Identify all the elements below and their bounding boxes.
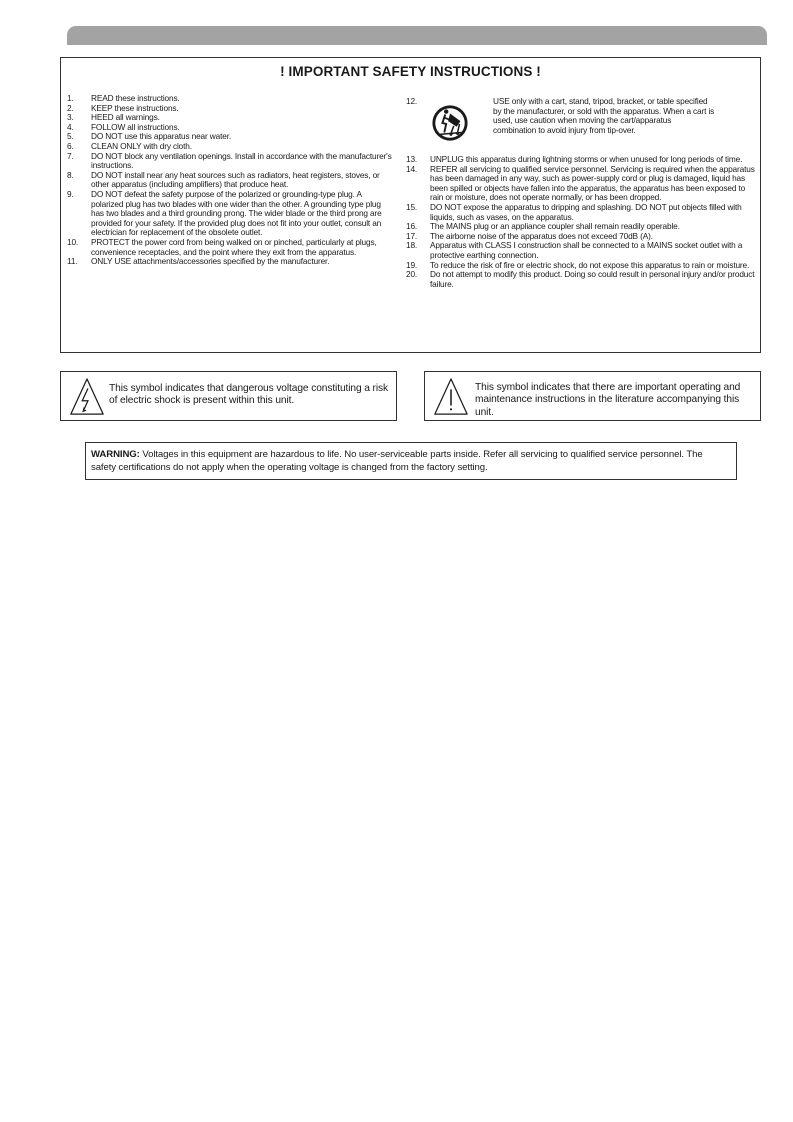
- item-number: 20.: [406, 269, 418, 280]
- safety-title: ! IMPORTANT SAFETY INSTRUCTIONS !: [280, 64, 541, 79]
- item-text: HEED all warnings.: [91, 112, 160, 123]
- lightning-triangle-icon: [68, 376, 106, 418]
- list-item: [67, 152, 393, 171]
- item-number: 17.: [406, 230, 418, 241]
- cart-tip-over-icon: [431, 101, 469, 145]
- safety-list-left: [67, 94, 393, 267]
- item-text: READ these instructions.: [91, 93, 180, 103]
- item-text: FOLLOW all instructions.: [91, 121, 180, 132]
- item-text: REFER all servicing to qualified service personnel. Servicing is required when the apparatus has been damaged in any way, such as power-supply cord or plug is damaged, liquid has been spilled or objects have fallen into the apparatus, the apparatus has been exposed to rain or moisture, does not operate normally, or has been dropped.: [430, 163, 755, 203]
- item-number: 11.: [67, 256, 78, 267]
- safety-list-right: [406, 97, 756, 289]
- item-number: 16.: [406, 221, 418, 232]
- item-number: 13.: [406, 154, 418, 164]
- instructions-symbol-text: This symbol indicates that there are important operating and maintenance instructions in the literature accompanying this unit.: [475, 382, 741, 418]
- list-item: [67, 171, 393, 190]
- item-text: DO NOT expose the apparatus to dripping and splashing. DO NOT put objects filled with liquids, such as vases, on the apparatus.: [430, 201, 742, 222]
- item-text: The MAINS plug or an appliance coupler shall remain readily operable.: [430, 221, 680, 232]
- list-item: [67, 257, 393, 267]
- list-item: [406, 203, 756, 222]
- item-text: UNPLUG this apparatus during lightning storms or when unused for long periods of time.: [430, 154, 743, 164]
- item-number: 2.: [67, 102, 74, 113]
- item-number: 15.: [406, 201, 418, 212]
- list-item: [406, 241, 756, 260]
- list-item: [67, 238, 393, 257]
- instructions-symbol-box: [424, 371, 761, 421]
- list-item: [67, 190, 393, 238]
- list-item: [406, 165, 756, 203]
- item-text: DO NOT install near any heat sources such as radiators, heat registers, stoves, or other apparatus (including amplifiers) that produce heat.: [91, 169, 380, 190]
- item-text: CLEAN ONLY with dry cloth.: [91, 140, 192, 151]
- item-number: 1.: [67, 93, 74, 103]
- warning-label: WARNING:: [91, 449, 140, 460]
- exclamation-triangle-icon: [432, 376, 470, 418]
- item-number: 12.: [406, 96, 418, 106]
- item-text: DO NOT block any ventilation openings. Install in accordance with the manufacturer's instructions.: [91, 150, 392, 171]
- item-number: 18.: [406, 240, 418, 251]
- item-text: USE only with a cart, stand, tripod, bracket, or table specified by the manufacturer, or sold with the apparatus. When a cart is used, use caution when moving the cart/apparatus combination to avoid injury from tip-over.: [493, 96, 715, 135]
- item-number: 3.: [67, 112, 74, 123]
- header-bar: [67, 26, 767, 45]
- item-text: ONLY USE attachments/accessories specified by the manufacturer.: [91, 256, 330, 267]
- list-item: [406, 270, 756, 289]
- item-number: 8.: [67, 169, 74, 180]
- item-number: 6.: [67, 140, 74, 151]
- item-text: KEEP these instructions.: [91, 102, 179, 113]
- item-number: 10.: [67, 236, 79, 247]
- safety-instructions-box: [60, 57, 761, 353]
- item-number: 4.: [67, 121, 74, 132]
- item-number: 14.: [406, 163, 418, 174]
- list-item: [406, 97, 756, 155]
- voltage-symbol-text: This symbol indicates that dangerous voltage constituting a risk of electric shock is present within this unit.: [109, 383, 388, 407]
- item-number: 9.: [67, 188, 74, 199]
- item-number: 7.: [67, 150, 74, 161]
- item-text: PROTECT the power cord from being walked on or pinched, particularly at plugs, convenience receptacles, and the point where they exit from the apparatus.: [91, 236, 377, 257]
- item-text: DO NOT use this apparatus near water.: [91, 131, 232, 142]
- item-text: Apparatus with CLASS I construction shall be connected to a MAINS socket outlet with a protective earthing connection.: [430, 240, 743, 260]
- item-text: DO NOT defeat the safety purpose of the polarized or grounding-type plug. A polarized plug has two blades with one wider than the other. A grounding type plug has two blades and a third grounding prong. The wider blade or the third prong are provided for your safety. If the provided plug does not fit into your outlet, consult an electrician for replacement of the obsolete outlet.: [91, 188, 382, 238]
- item-text: To reduce the risk of fire or electric shock, do not expose this apparatus to rain or moisture.: [430, 259, 750, 270]
- warning-box: [85, 442, 737, 480]
- item-text: Do not attempt to modify this product. Doing so could result in personal injury and/or product failure.: [430, 269, 755, 289]
- item-text: The airborne noise of the apparatus does not exceed 70dB (A).: [430, 230, 653, 241]
- item-number: 5.: [67, 131, 74, 142]
- warning-text: Voltages in this equipment are hazardous to life. No user-serviceable parts inside. Refer all servicing to qualified service personnel. The safety certifications do not apply when the operating voltage is changed from the factory setting.: [91, 449, 703, 473]
- item-number: 19.: [406, 259, 418, 270]
- voltage-symbol-box: [60, 371, 397, 421]
